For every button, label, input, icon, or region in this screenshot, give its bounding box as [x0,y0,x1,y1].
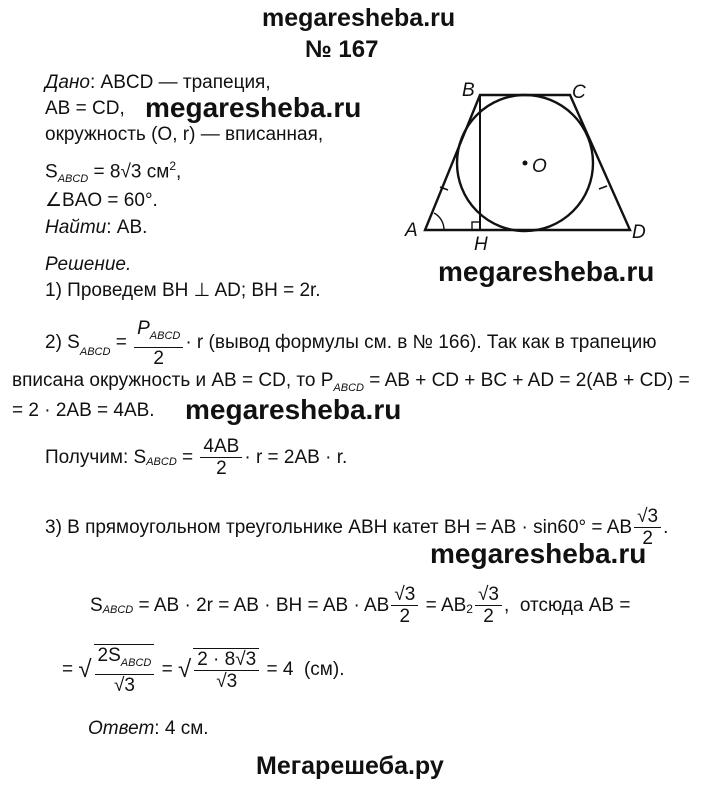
trapezoid-shape [425,95,630,230]
given-line-1 [45,72,271,94]
area-subscript: ABCD [57,173,89,186]
step-1: 1) Проведем BH ⊥ AD; BH = 2r. [45,280,321,301]
f1-fraction-2 [475,584,502,627]
f1-den2: 2 [483,606,494,627]
result-num: 4AB [200,436,242,458]
tick-cd [599,186,607,189]
step-2-sub: ABCD [79,345,111,358]
given-line-2: AB = CD, [45,98,125,119]
result-den: 2 [216,458,227,479]
f2-den2: √3 [216,670,238,692]
f2-fraction-2 [193,648,259,692]
f2-fraction [94,644,155,696]
f1-num: √3 [391,584,418,606]
step-2-line-2-sub: ABCD [333,381,364,394]
f1-s: S [90,594,103,616]
result-sub: ABCD [146,456,177,468]
given-line-3: окружность (O, r) — вписанная, [45,124,324,145]
step-2-eq: = [110,332,133,354]
footer-site-name: Мегарешеба.ру [256,752,444,780]
step-3-end: . [663,516,669,538]
step-2-rest: · r (вывод формулы см. в № 166). Так как в трапецию [185,332,657,354]
watermark-1: megaresheba.ru [145,92,362,123]
watermark-3: megaresheba.ru [185,394,402,425]
step-2-line-2-pre: вписана окружность и AB = CD, то P [12,370,334,391]
step-2-line-3: = 2 · 2AB = 4AB. [12,400,155,421]
f2-end: = 4 (см). [261,658,345,680]
given-line-5: ∠BAO = 60°. [45,190,158,211]
given-line-1-text: : ABCD — трапеция, [89,72,271,93]
given-line-6 [45,217,147,239]
sin-num: √3 [634,506,661,528]
perimeter-fraction [134,318,183,369]
center-dot [523,161,528,166]
answer-line [88,718,209,740]
step-2-s: 2) S [45,332,80,354]
radical-sign-1: √ [78,655,92,683]
num-p: P [137,318,150,339]
angle-a-arc [434,213,444,230]
f1-mid2: = AB [420,594,467,616]
area-symbol: S [45,161,58,183]
step-2-line-2-post: = AB + CD + BC + AD = 2(AB + CD) = [363,370,690,391]
result-eq: = [176,446,199,468]
find-label: Найти [45,217,107,238]
f1-den: 2 [399,606,411,627]
f2-num-text: 2S [97,645,121,666]
num-p-sub: ABCD [149,329,181,342]
sin-den: 2 [642,528,653,549]
f2-num2: 2 · 8√3 [194,649,259,671]
formula-line-1 [90,584,630,627]
answer-text: : 4 см. [154,718,209,739]
f1-end: , отсюда AB = [503,594,631,616]
given-label: Дано [45,72,90,93]
label-o: O [532,156,547,177]
formula-line-2 [62,644,344,696]
area-value: = 8√3 см [88,161,170,183]
f2-num-sub: ABCD [120,656,152,669]
f1-sup: 2 [466,602,473,616]
f2-den: √3 [113,674,135,696]
given-line-4 [45,155,181,190]
label-a: A [405,220,418,241]
result-fraction [200,436,242,479]
area-end: , [176,161,182,183]
f2-num [95,645,155,675]
fraction-denominator: 2 [153,347,164,369]
f2-eq: = [62,658,79,680]
f1-fraction [391,584,418,627]
find-text: : AB. [106,217,148,238]
watermark-2: megaresheba.ru [438,256,655,287]
f1-num2: √3 [475,584,502,606]
result-line [45,436,347,479]
step-3-text: 3) В прямоугольном треугольнике ABH катет BH = AB · sin60° = AB [45,516,633,538]
solution-title: Решение. [45,254,132,275]
label-b: B [462,80,475,101]
area-unit-exp: 2 [169,159,176,173]
result-post: · r = 2AB · r. [244,446,348,468]
trapezoid-figure [400,75,660,250]
f1-mid: = AB · 2r = AB · BH = AB · AB [133,594,390,616]
result-pre: Получим: S [45,446,147,468]
label-d: D [632,222,646,243]
label-h: H [474,234,488,255]
f2-mid: = [156,658,179,680]
radical-sign-2: √ [178,655,192,683]
answer-label: Ответ [88,718,155,739]
fraction-numerator [134,318,183,348]
watermark-4: megaresheba.ru [430,538,647,569]
f1-sub: ABCD [102,604,134,616]
label-c: C [572,82,586,103]
step-2 [45,318,657,369]
site-title: megaresheba.ru [262,4,456,32]
problem-number: № 167 [305,36,379,63]
